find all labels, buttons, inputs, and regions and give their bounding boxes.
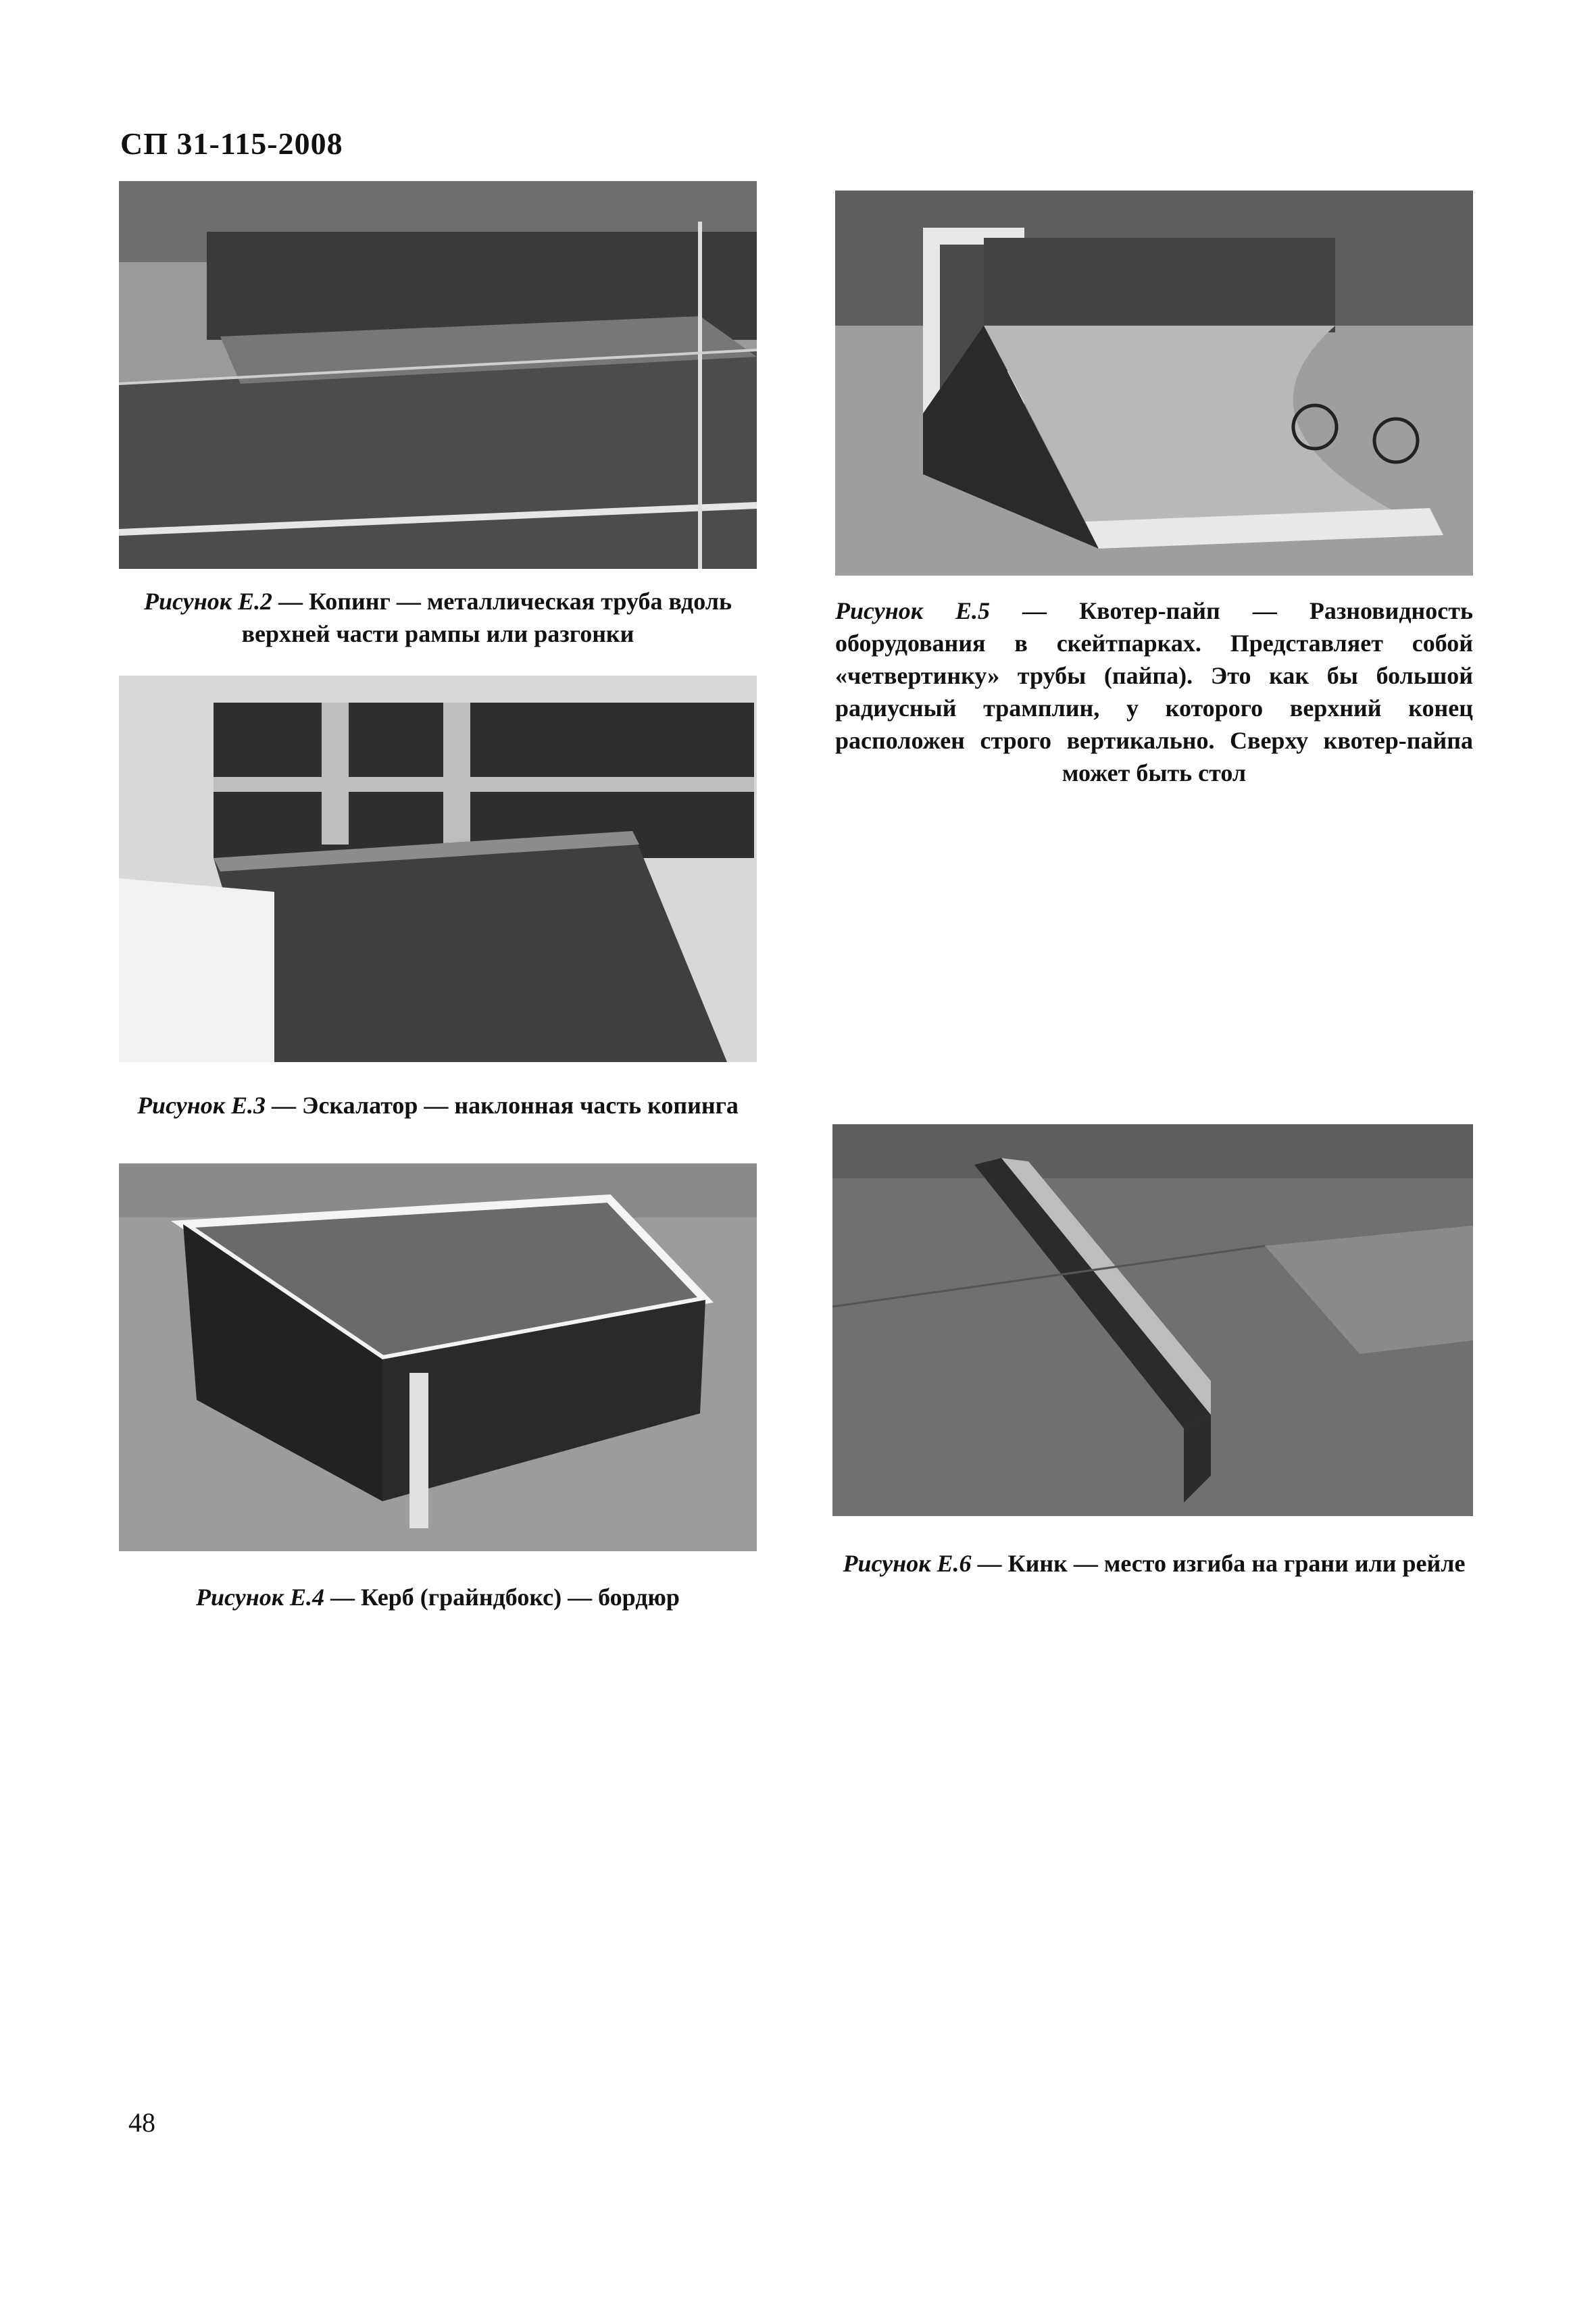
- figure-e3-dash: —: [266, 1092, 303, 1119]
- figure-e6-photo: [832, 1124, 1473, 1516]
- figure-e2-dash: —: [272, 588, 309, 615]
- figure-e5-caption: [835, 595, 1473, 789]
- figure-e5-label: Рисунок Е.5: [835, 597, 990, 624]
- figure-e2-caption: [119, 585, 757, 650]
- figure-e5-dash: —: [990, 597, 1080, 624]
- figure-e2-photo: [119, 181, 757, 569]
- figure-e3-label: Рисунок Е.3: [137, 1092, 266, 1119]
- figure-e4-dash: —: [324, 1584, 361, 1611]
- figure-e6-text: Кинк — место изгиба на грани или рейле: [1007, 1550, 1466, 1577]
- figure-e3-caption: [119, 1089, 757, 1122]
- figure-e6-dash: —: [971, 1550, 1008, 1577]
- figure-e3-text: Эскалатор — наклонная часть копинга: [302, 1092, 739, 1119]
- figure-e4-label: Рисунок Е.4: [196, 1584, 325, 1611]
- figure-e5-photo: [835, 191, 1473, 576]
- figure-e4-caption: [119, 1581, 757, 1613]
- figure-e2-text: Копинг — металлическая труба вдоль верхней части рампы или разгонки: [241, 588, 732, 647]
- figure-e4-photo: [119, 1163, 757, 1551]
- figure-e5-text: Квотер-пайп — Разновидность оборудования в скейтпарках. Представляет собой «четвертинку» трубы (пайпа). Это как бы большой радиусный трамплин, у которого верхний конец расположен строго вертикально. Сверху квотер-пайпа может быть стол: [835, 597, 1473, 786]
- document-code: СП 31-115-2008: [120, 126, 343, 161]
- figure-e6-label: Рисунок Е.6: [843, 1550, 972, 1577]
- figure-e2-label: Рисунок Е.2: [143, 588, 272, 615]
- figure-e4-text: Керб (грайндбокс) — бордюр: [361, 1584, 680, 1611]
- figure-e3-photo: [119, 676, 757, 1062]
- figure-e6-caption: [835, 1547, 1473, 1580]
- page-number: 48: [128, 2107, 155, 2138]
